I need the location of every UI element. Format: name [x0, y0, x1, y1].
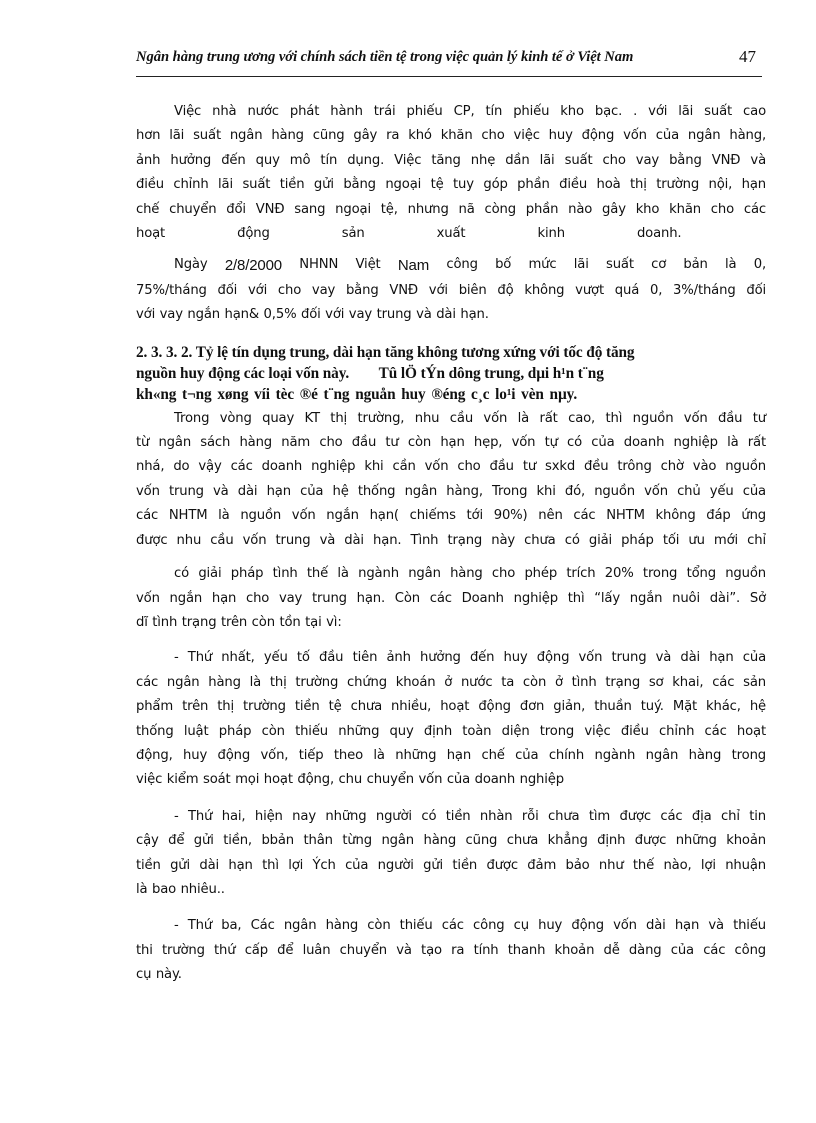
text-line: thống luật pháp còn thiếu những quy định toàn diện trong việc điều chỉnh các hoạt: [136, 723, 766, 739]
text-line: - Thứ hai, hiện nay những người có tiền nhàn rỗi chưa tìm được các địa chỉ tin: [174, 808, 766, 824]
paragraph-4: [136, 562, 766, 635]
text-line: phẩm trên thị trường tiền tệ chưa nhiều, hoạt động đơn giản, thuần tuý. Mặt khác, hệ: [136, 699, 766, 715]
text-line: vốn ngắn hạn cho vay trung hạn. Còn các Doanh nghiệp thì “lấy ngắn nuôi dài”. Sở: [136, 590, 766, 606]
inline-name: Nam: [397, 257, 430, 275]
text-line: - Thứ ba, Các ngân hàng còn thiếu các công cụ huy động vốn dài hạn và thiếu: [174, 918, 766, 934]
text-line: điều chỉnh lãi suất tiền gửi bằng ngoại tệ tuy góp phần điều hoà thị trường nội, hạn: [136, 177, 766, 193]
paragraph-2-middle: NHNN Việt: [299, 257, 381, 273]
text-line: các NHTM là nguồn vốn ngắn hạn( chiếms tới 90%) nên các NHTM không đáp ứng: [136, 508, 766, 524]
paragraph-2: [136, 253, 766, 327]
paragraph-2-suffix: công bố mức lãi suất cơ bản là 0,: [446, 257, 767, 273]
text-line: động, huy động vốn, tiếp theo là những hạn chế của chính ngành ngân hàng trong: [136, 747, 766, 763]
text-line: thi trường thứ cấp để luân chuyển và tạo ra tính thanh khoản dễ dàng của các công: [136, 942, 766, 958]
text-line: [136, 253, 766, 278]
paragraph-5: [136, 646, 766, 792]
paragraph-3: [136, 407, 766, 553]
text-line: với vay ngắn hạn& 0,5% đối với vay trung và dài hạn.: [136, 307, 489, 323]
section-heading: [136, 342, 766, 405]
body-text: [136, 100, 766, 988]
text-line: hoạt động sản xuất kinh doanh.: [136, 226, 682, 242]
paragraph-6: [136, 805, 766, 903]
text-line: nhá, do vậy các doanh nghiệp khi cần vốn cho đầu tư sxkd đều trông chờ vào nguồn: [136, 459, 766, 475]
text-line: từ ngân sách hàng năm cho đầu tư còn hạn hẹp, vốn tự có của doanh nghiệp là rất: [136, 435, 766, 451]
text-line: Trong vòng quay KT thị trường, nhu cầu vốn là rất cao, thì nguồn vốn đầu tư: [174, 410, 766, 426]
text-line: ảnh hưởng đến quy mô tín dụng. Việc tăng nhẹ dần lãi suất cho vay bằng VNĐ và: [136, 152, 766, 168]
heading-line: nguồn huy động các loại vốn này. Tû lÖ tÝn dông trung, dµi h¹n t¨ng: [136, 364, 604, 382]
paragraph-2-prefix: Ngày: [174, 257, 208, 273]
text-line: có giải pháp tình thế là ngành ngân hàng cho phép trích 20% trong tổng nguồn: [174, 566, 766, 582]
text-line: tiền gửi dài hạn thì lợi Ých của người gửi tiền được đảm bảo như thế nào, lợi nhuận: [136, 857, 766, 873]
inline-date: 2/8/2000: [224, 257, 283, 275]
text-line: cụ này.: [136, 967, 182, 983]
text-line: chế chuyển đổi VNĐ sang ngoại tệ, nhưng nã còng phần nào gây kho khăn cho các: [136, 201, 766, 217]
text-line: việc kiểm soát mọi hoạt động, chu chuyển vốn của doanh nghiệp: [136, 772, 564, 788]
text-line: dĩ tình trạng trên còn tồn tại vì:: [136, 614, 342, 630]
text-line: Việc nhà nước phát hành trái phiếu CP, tín phiếu kho bạc. . với lãi suất cao: [174, 104, 766, 119]
text-line: được nhu cầu vốn trung và dài hạn. Tình trạng này chưa có giải pháp tối ưu mới chỉ: [136, 532, 766, 548]
running-header: [136, 46, 762, 77]
text-line: cậy để gửi tiền, bbản thân từng ngân hàng cũng chưa khẳng định được những khoản: [136, 833, 766, 849]
text-line: là bao nhiêu..: [136, 881, 225, 897]
heading-line: kh«ng t¬ng xøng víi tèc ®é t¨ng nguån huy ®éng c¸c lo¹i vèn nµy.: [136, 385, 578, 403]
text-line: - Thứ nhất, yếu tố đầu tiên ảnh hưởng đến huy động vốn trung và dài hạn của: [174, 650, 766, 666]
heading-line: 2. 3. 3. 2. Tỷ lệ tín dụng trung, dài hạn tăng không tương xứng với tốc độ tăng: [136, 343, 635, 361]
paragraph-7: [136, 914, 766, 987]
text-line: 75%/tháng đối với cho vay bằng VNĐ với biên độ không vượt quá 0, 3%/tháng đối: [136, 282, 766, 298]
page-number: 47: [739, 47, 756, 66]
text-line: vốn trung và dài hạn của hệ thống ngân hàng, Trong khi đó, nguồn vốn chủ yếu của: [136, 483, 766, 499]
text-line: hơn lãi suất ngân hàng cũng gây ra khó khăn cho việc huy động vốn của ngân hàng,: [136, 128, 766, 144]
header-title: Ngân hàng trung ương với chính sách tiền tệ trong việc quản lý kinh tế ở Việt Nam: [136, 49, 634, 65]
text-line: các ngân hàng là thị trường chứng khoán ở nước ta còn ở tình trạng sơ khai, các sản: [136, 674, 766, 690]
paragraph-1: [136, 100, 766, 246]
